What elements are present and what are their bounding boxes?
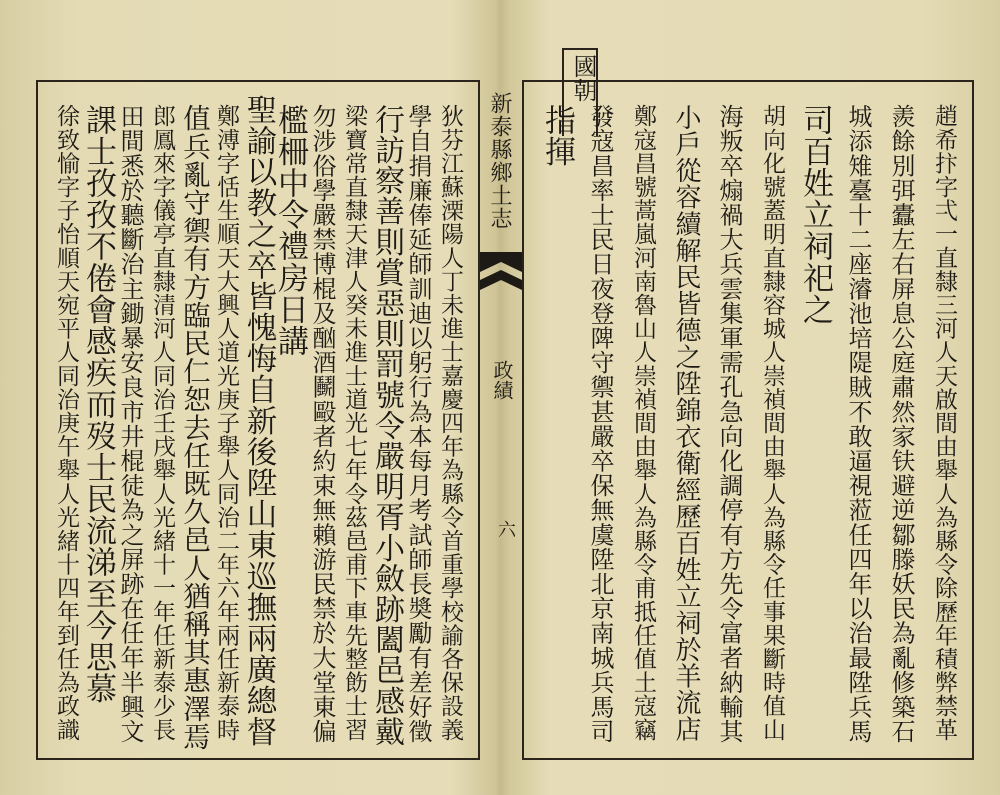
fish-tail-mark-icon — [478, 250, 524, 300]
text-column: 胡向化號蓋明直隸容城人崇禎間由舉人為縣令任事果斷時值山 — [759, 104, 785, 742]
text-column: 值兵亂守禦有方臨民仁恕去任既久邑人猶稱其惠澤焉 — [178, 104, 210, 751]
text-column: 鄭溥字恬生順天大興人道光庚子舉人同治二年六年兩任新泰時 — [213, 104, 239, 742]
text-column: 學自捐廉俸延師訓迪以躬行為本每月考試師長奬勵有差好徵 — [404, 104, 432, 744]
text-column: 羨餘別弭蠹左右屏息公庭肅然家𫓧避逆鄒滕妖民為亂修築石 — [887, 104, 915, 744]
text-column: 課士孜孜不倦會感疾而歿士民流涕至今思慕 — [80, 104, 116, 705]
text-column: 指揮 — [539, 104, 575, 168]
text-column: 趙希抃字弌一直隸三河人天啟間由舉人為縣令除歷年積弊禁革 — [931, 104, 957, 742]
text-column: 狄芬江蘇溧陽人丁未進士嘉慶四年為縣令首重學校諭各保設義 — [437, 104, 463, 742]
text-column: 鄭寇昌號蒿嵐河南魯山人崇禎間由舉人為縣令甫抵任值土寇竊 — [630, 104, 656, 742]
text-column: 城添雉臺十二座濬池培隄賊不敢逼視蒞任四年以治最陞兵馬 — [844, 104, 872, 744]
text-column: 司百姓立祠祀之 — [797, 104, 833, 326]
text-column: 發寇昌率士民日夜登陴守禦甚嚴卒保無虞陞北京南城兵馬司 — [586, 104, 614, 744]
text-column: 行訪察善則賞惡則罰號令嚴明胥小斂跡闔邑感戴 — [369, 104, 404, 747]
spine-page-number: 六 — [495, 520, 516, 538]
text-column: 梁寶常直隸天津人癸未進士道光七年令茲邑甫下車先整飭士習 — [341, 104, 367, 742]
text-column: 檻柵中令禮房日講 — [272, 104, 308, 357]
text-column: 勿涉俗學嚴禁博棍及酗酒鬭毆者約束無賴游民禁於大堂東偏 — [308, 104, 336, 744]
text-column: 聖諭以教之卒皆愧悔自新後陞山東巡撫兩廣總督 — [241, 94, 276, 748]
text-column: 田間悉於聽斷治主鋤暴安良市井棍徒為之屏跡在任年半興文 — [116, 104, 144, 744]
text-column: 郎鳳來字儀亭直隸清河人同治壬戌舉人光緒十一年任新泰少長 — [149, 104, 175, 742]
text-column: 小戶從容續解民皆德之陞錦衣衛經歷百姓立祠於羊流店 — [671, 104, 701, 743]
text-column: 徐致愉字子怡順天宛平人同治庚午舉人光緒十四年到任為政識 — [53, 104, 79, 742]
spine-title: 新泰縣鄉土志 — [487, 92, 512, 230]
dynasty-heading: 國朝 — [569, 54, 597, 102]
text-column: 海叛卒煽禍大兵雲集軍需孔急向化調停有方先令富者納輸其 — [715, 104, 743, 744]
spine-section: 政績 — [490, 360, 514, 400]
